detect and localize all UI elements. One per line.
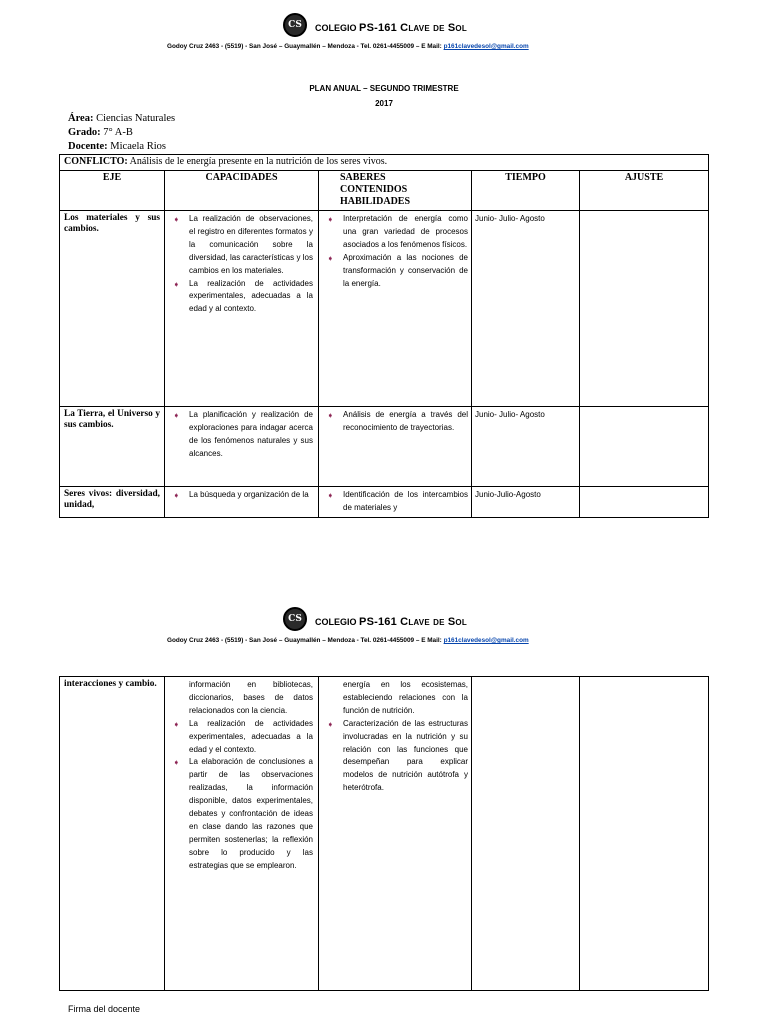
list-item-text: Identificación de los intercambios de materiales y [343,490,468,512]
arrow-bullet-icon: ➧ [327,253,334,263]
list-item-text: La realización de observaciones, el registro en diferentes formatos y la comunicación sobre la diversidad, las características y los cambios en los materiales. [189,214,313,275]
conflict-cell [60,155,709,171]
list-item-text: Interpretación de energía como una gran variedad de procesos asociados a los fenómenos físicos. [343,214,468,249]
list-item [322,213,468,252]
area-line [68,112,175,126]
table-row [60,677,709,991]
arrow-bullet-icon: ➧ [327,719,334,729]
list-item-text: La elaboración de conclusiones a partir de las observaciones realizadas, la información disponible, datos experimentales, debates y confrontación de ideas en clase dando las razones que permiten sostenerlas; la reflexión sobre lo producido y las estrategias que se emplearon. [189,757,313,870]
school-title [315,616,467,628]
list-item [322,718,468,795]
conflict-text: Análisis de le energía presente en la nutrición de los seres vivos. [127,156,388,167]
header-habilidades-label: HABILIDADES [340,196,411,207]
ajuste-cell [580,677,709,991]
ajuste-cell [580,487,709,518]
table-row [60,407,709,487]
eje-cell: interacciones y cambio. [60,677,165,991]
list-item [322,489,468,515]
table-row [60,211,709,407]
arrow-bullet-icon: ➧ [173,411,180,420]
list-item-text: La realización de actividades experimentales, adecuadas a la edad y el contexto. [189,718,313,754]
ajuste-cell [580,211,709,407]
page-header [0,13,768,61]
capacidades-cell [165,211,319,407]
list-item [322,252,468,291]
eje-cell: La Tierra, el Universo y sus cambios. [60,407,165,487]
list-item [168,489,315,502]
docente-value: Micaela Rios [107,141,166,152]
list-item [168,409,315,461]
docente-line [68,140,175,154]
eje-cell: Los materiales y sus cambios. [60,211,165,407]
area-label: Área: [68,113,94,124]
arrow-bullet-icon: ➧ [327,491,334,500]
header-contenidos-label: CONTENIDOS [340,184,408,195]
school-name: PS-161 Clave de Sol [359,22,467,34]
grado-value: 7° A-B [100,127,133,138]
tiempo-cell: Junio- Julio- Agosto [472,407,580,487]
conflict-label: CONFLICTO: [64,156,128,167]
list-item-text: información en bibliotecas, diccionarios, bases de datos relacionados con la ciencia. [189,680,313,715]
list-item-text: Análisis de energía a través del reconocimiento de trayectorias. [343,410,468,432]
school-logo-icon: CS [283,607,307,631]
capacidades-cell [165,677,319,991]
saberes-cell [319,487,472,518]
header-tiempo: TIEMPO [472,171,580,211]
list-item [168,213,315,278]
school-address [167,637,529,644]
list-item [322,679,468,718]
address-text: Godoy Cruz 2463 - (5519) - San José – Guaymallén – Mendoza - Tel. 0261-4455009 – E Mail: [167,43,442,50]
header-capacidades: CAPACIDADES [165,171,319,211]
header-eje: EJE [60,171,165,211]
course-meta [68,112,175,154]
arrow-bullet-icon: ➧ [173,758,180,768]
arrow-bullet-icon: ➧ [173,719,180,729]
school-prefix: COLEGIO [315,23,357,33]
school-name: PS-161 Clave de Sol [359,616,467,628]
docente-label: Docente: [68,141,108,152]
capacidades-cell [165,487,319,518]
list-item-text: Caracterización de las estructuras involucradas en la nutrición y su relación con las funciones que desempeñan para explicar modelos de nutrición autótrofa y heterótrofa. [343,718,468,793]
list-item-text: La realización de actividades experimentales, adecuadas a la edad y al contexto. [189,278,313,314]
header-row [60,171,709,211]
header-saberes-label: SABERES [340,172,386,183]
tiempo-cell: Junio-Julio-Agosto [472,487,580,518]
school-address [167,43,529,50]
list-item-text: La búsqueda y organización de la [189,490,309,499]
plan-title: PLAN ANUAL – SEGUNDO TRIMESTRE [309,84,459,93]
page-header-2 [0,607,768,655]
list-item [168,718,315,757]
tiempo-cell [472,677,580,991]
address-text: Godoy Cruz 2463 - (5519) - San José – Guaymallén – Mendoza - Tel. 0261-4455009 – E Mail: [167,637,442,644]
saberes-cell [319,677,472,991]
list-item [322,409,468,435]
plan-year: 2017 [375,99,393,108]
capacidades-cell [165,407,319,487]
eje-cell: Seres vivos: diversidad, unidad, [60,487,165,518]
area-value: Ciencias Naturales [93,113,176,124]
email-link[interactable]: p161clavedesol@gmail.com [443,637,529,644]
arrow-bullet-icon: ➧ [173,215,180,224]
arrow-bullet-icon: ➧ [327,411,334,420]
arrow-bullet-icon: ➧ [173,491,180,500]
conflict-row [60,155,709,171]
saberes-cell [319,407,472,487]
list-item [168,278,315,317]
tiempo-cell: Junio- Julio- Agosto [472,211,580,407]
ajuste-cell [580,407,709,487]
grado-label: Grado: [68,127,101,138]
school-logo-icon: CS [283,13,307,37]
list-item-text: La planificación y realización de exploraciones para indagar acerca de los fenómenos naturales y sus alcances. [189,410,313,458]
list-item [168,679,315,718]
school-prefix: COLEGIO [315,617,357,627]
list-item [168,756,315,872]
header-saberes [319,171,472,211]
email-link[interactable]: p161clavedesol@gmail.com [443,43,529,50]
list-item-text: Aproximación a las nociones de transformación y conservación de la energía. [343,252,468,288]
school-title [315,22,467,34]
teacher-signature-label: Firma del docente [68,1004,141,1014]
saberes-cell [319,211,472,407]
plan-table-continued [59,676,709,991]
list-item-text: energía en los ecosistemas, estableciendo relaciones con la función de nutrición. [343,680,468,715]
grado-line [68,126,175,140]
arrow-bullet-icon: ➧ [327,215,334,224]
header-ajuste: AJUSTE [580,171,709,211]
table-row [60,487,709,518]
plan-table [59,154,709,518]
arrow-bullet-icon: ➧ [173,279,180,289]
